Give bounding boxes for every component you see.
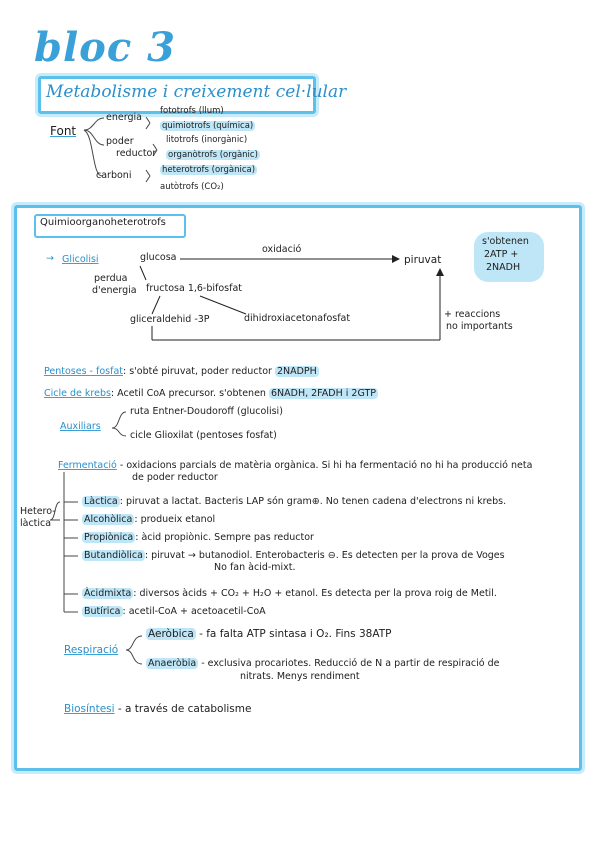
auxiliar-1: ruta Entner-Doudoroff (glucolisi) <box>130 406 283 417</box>
butirica-label: Butírica <box>84 606 121 617</box>
auxiliar-2: cicle Glioxilat (pentoses fosfat) <box>130 430 277 441</box>
yield-atp: 2ATP + <box>484 249 519 260</box>
butandiolica-row <box>82 550 505 561</box>
anaerobia-label: Anaeròbia <box>148 658 197 669</box>
lactica-label: Làctica <box>84 496 118 507</box>
fermentacio-text: - oxidacions parcials de matèria orgànica. Si hi ha fermentació no hi ha producció neta <box>119 460 533 471</box>
dihidroxi-label: dihidroxiacetonafosfat <box>244 313 351 324</box>
perdua-label: perdua <box>94 273 128 284</box>
hetero-label: Hetero- <box>20 506 56 517</box>
anaerobia-text2: nitrats. Menys rendiment <box>240 671 360 682</box>
font-fototrofs: fototrofs (llum) <box>160 106 224 116</box>
energia-label: d'energia <box>92 285 137 296</box>
krebs-highlight: 6NADH, 2FADH i 2GTP <box>270 388 377 399</box>
anaerobia-text: - exclusiva procariotes. Reducció de N a partir de respiració de <box>201 658 500 669</box>
acidmixta-row <box>82 588 497 599</box>
pentoses-label: Pentoses - fosfat <box>44 366 124 377</box>
krebs-row <box>44 388 378 399</box>
propionica-text: : àcid propiònic. Sempre pas reductor <box>135 532 314 543</box>
acidmixta-text: : diversos àcids + CO₂ + H₂O + etanol. Es detecta per la prova roig de Metil. <box>133 588 497 599</box>
section-heading: Quimioorganoheterotrofs <box>40 217 166 228</box>
font-reductor: reductor <box>116 148 157 159</box>
butirica-text: : acetil-CoA + acetoacetil-CoA <box>122 606 266 617</box>
font-organotrofs-text: organòtrofs (orgànic) <box>168 150 258 160</box>
alcoholica-text: : produeix etanol <box>134 514 216 525</box>
font-heterotrofs <box>160 165 257 175</box>
propionica-row <box>82 532 314 543</box>
yield-nadh: 2NADH <box>486 262 521 273</box>
pentoses-highlight: 2NADPH <box>276 366 317 377</box>
font-quimiotrofs-text: quimiotrofs (química) <box>162 121 254 131</box>
oxidacio-label: oxidació <box>262 244 302 255</box>
aerobica-row <box>146 628 391 640</box>
lactica-row <box>82 496 506 507</box>
pentoses-text: : s'obté piruvat, poder reductor <box>123 366 272 377</box>
font-carboni: carboni <box>96 170 132 181</box>
propionica-label: Propiònica <box>84 532 134 543</box>
biosintesi-text: - a través de catabolisme <box>117 703 252 715</box>
arrow-icon: → <box>46 253 54 264</box>
butandiolica-label: Butandiòlica <box>84 550 143 561</box>
font-organotrofs <box>166 150 260 160</box>
butandiolica-text: : piruvat → butanodiol. Enterobacteris ⊖. Es detecten per la prova de Voges <box>144 550 505 561</box>
font-litotrofs: litotrofs (inorgànic) <box>166 135 248 145</box>
butandiolica-text2: No fan àcid-mixt. <box>214 562 296 573</box>
alcoholica-row <box>82 514 215 525</box>
biosintesi-label: Biosíntesi <box>64 703 115 715</box>
font-label: Font <box>50 124 77 138</box>
auxiliars-label: Auxiliars <box>60 421 101 432</box>
no-importants-label: no importants <box>446 321 513 332</box>
font-quimiotrofs <box>160 121 255 131</box>
aerobica-label: Aeròbica <box>148 628 194 640</box>
krebs-text: : Acetil CoA precursor. s'obtenen <box>110 388 266 399</box>
biosintesi-row <box>64 703 251 715</box>
fructosa-label: fructosa 1,6-bifosfat <box>146 283 243 294</box>
glicolisi-label: Glicolisi <box>62 254 99 265</box>
piruvat-label: piruvat <box>404 254 442 266</box>
aerobica-text: - fa falta ATP sintasa i O₂. Fins 38ATP <box>199 628 392 640</box>
alcoholica-label: Alcohòlica <box>84 514 133 525</box>
respiracio-label: Respiració <box>64 644 119 656</box>
lactica-side-label: làctica <box>20 518 52 529</box>
pentoses-row <box>44 366 319 377</box>
fermentacio-label: Fermentació <box>58 460 117 471</box>
reaccions-label: + reaccions <box>444 309 501 320</box>
gliceraldehid-label: gliceraldehid -3P <box>130 314 210 325</box>
acidmixta-label: Àcidmixta <box>84 588 132 599</box>
font-heterotrofs-text: heterotrofs (orgànica) <box>162 165 256 175</box>
page-title: bloc 3 <box>34 24 176 71</box>
anaerobia-row <box>146 658 500 669</box>
yield-sobtenen: s'obtenen <box>482 236 529 247</box>
font-poder: poder <box>106 136 134 147</box>
fermentacio-row <box>58 460 532 471</box>
font-energia: energia <box>106 112 142 123</box>
butirica-row <box>82 606 266 617</box>
page-subtitle: Metabolisme i creixement cel·lular <box>46 82 347 102</box>
lactica-text: : piruvat a lactat. Bacteris LAP són gram⊕. No tenen cadena d'electrons ni krebs. <box>119 496 507 507</box>
font-autotrofs: autòtrofs (CO₂) <box>160 182 224 192</box>
glucosa-label: glucosa <box>140 252 177 263</box>
fermentacio-text2: de poder reductor <box>132 472 218 483</box>
krebs-label: Cicle de krebs <box>44 388 111 399</box>
